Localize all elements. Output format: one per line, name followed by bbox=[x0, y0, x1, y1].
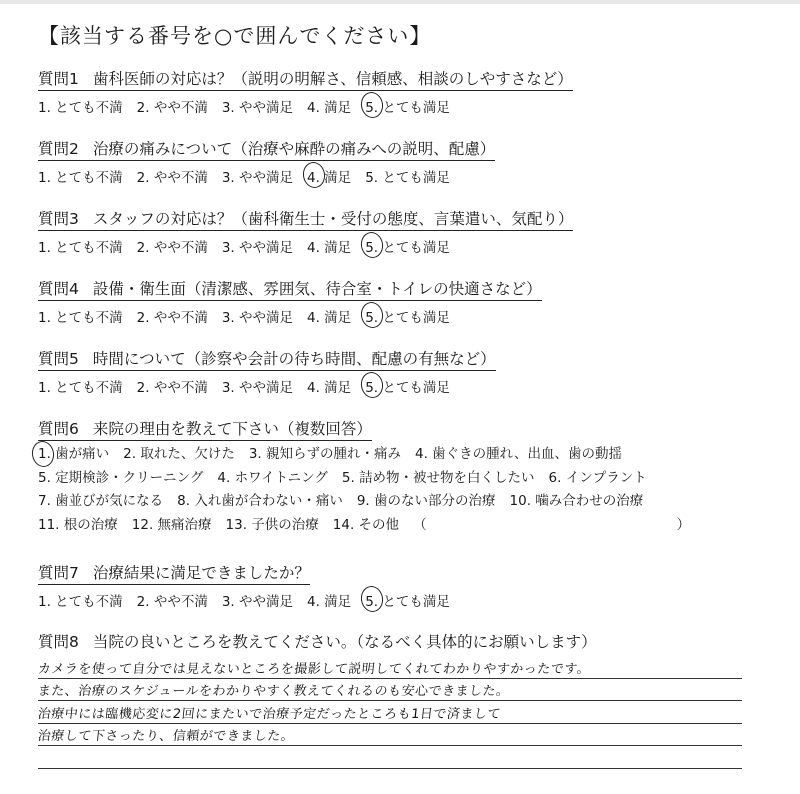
rating-options bbox=[38, 590, 464, 610]
paren-open: （ bbox=[413, 516, 427, 533]
reason-option[interactable]: 4. ホワイトニング bbox=[217, 469, 328, 486]
handwritten-answer: 治療して下さったり、信頼ができました。 bbox=[37, 729, 296, 744]
rating-option-3[interactable]: 3. やや満足 bbox=[221, 594, 294, 610]
answer-line bbox=[38, 701, 742, 724]
reason-row bbox=[38, 490, 690, 514]
question-2 bbox=[38, 137, 495, 186]
answer-line bbox=[38, 656, 742, 679]
rating-option-5[interactable]: 5. とても満足 bbox=[365, 96, 450, 116]
rating-option-3[interactable]: 3. やや満足 bbox=[221, 380, 294, 396]
question-title: 質問2 治療の痛みについて（治療や麻酔の痛みへの説明、配慮） bbox=[38, 137, 495, 161]
rating-option-1[interactable]: 1. とても不満 bbox=[38, 594, 123, 610]
rating-option-4[interactable]: 4. 満足 bbox=[307, 310, 352, 326]
rating-option-5[interactable]: 5. とても満足 bbox=[365, 170, 450, 186]
question-5 bbox=[38, 347, 496, 396]
rating-options bbox=[38, 236, 573, 256]
handwritten-answer: また、治療のスケジュールをわかりやすく教えてくれるのも安心できました。 bbox=[37, 684, 511, 699]
reason-option[interactable]: 13. 子供の治療 bbox=[225, 516, 319, 533]
rating-option-4[interactable]: 4. 満足 bbox=[307, 594, 352, 610]
paren-close: ） bbox=[676, 516, 691, 533]
other-reason-field[interactable] bbox=[413, 514, 690, 538]
question-7 bbox=[38, 561, 464, 610]
reason-row bbox=[38, 467, 690, 491]
rating-option-3[interactable]: 3. やや満足 bbox=[221, 170, 294, 186]
rating-option-2[interactable]: 2. やや不満 bbox=[136, 380, 208, 396]
rating-option-2[interactable]: 2. やや不満 bbox=[136, 240, 208, 256]
reason-option[interactable]: 14. その他 bbox=[332, 516, 400, 533]
question-title: 質問7 治療結果に満足できましたか？ bbox=[38, 561, 310, 585]
rating-option-5[interactable]: 5. とても満足 bbox=[365, 376, 450, 396]
rating-option-4[interactable]: 4. 満足 bbox=[307, 240, 352, 256]
rating-option-2[interactable]: 2. やや不満 bbox=[136, 594, 208, 610]
free-answer-lines bbox=[38, 656, 742, 769]
reason-option[interactable]: 1. 歯が痛い bbox=[38, 443, 109, 467]
reason-option[interactable]: 8. 入れ歯が合わない・痛い bbox=[177, 493, 343, 509]
rating-option-2[interactable]: 2. やや不満 bbox=[136, 310, 208, 326]
rating-option-4[interactable]: 4. 満足 bbox=[307, 100, 352, 116]
rating-option-5[interactable]: 5. とても満足 bbox=[365, 306, 450, 326]
reason-option[interactable]: 7. 歯並びが気になる bbox=[38, 493, 164, 509]
question-title: 質問3 スタッフの対応は？（歯科衛生士・受付の態度、言葉遣い、気配り） bbox=[38, 207, 573, 231]
question-3 bbox=[38, 207, 573, 256]
question-title: 質問5 時間について（診察や会計の待ち時間、配慮の有無など） bbox=[38, 347, 496, 371]
reason-option[interactable]: 11. 根の治療 bbox=[38, 516, 118, 533]
rating-option-3[interactable]: 3. やや満足 bbox=[221, 310, 294, 326]
reason-options bbox=[38, 443, 690, 537]
reason-option[interactable]: 10. 噛み合わせの治療 bbox=[509, 493, 644, 509]
question-1 bbox=[38, 67, 573, 116]
question-title: 質問8 当院の良いところを教えてください。（なるべく具体的にお願いします） bbox=[38, 633, 597, 651]
reason-option[interactable]: 6. インプラント bbox=[548, 469, 647, 486]
question-8 bbox=[38, 630, 597, 653]
rating-option-5[interactable]: 5. とても満足 bbox=[365, 236, 450, 256]
rating-option-1[interactable]: 1. とても不満 bbox=[38, 100, 123, 116]
rating-options bbox=[38, 306, 542, 326]
reason-option[interactable]: 5. 定期検診・クリーニング bbox=[38, 469, 204, 486]
rating-option-3[interactable]: 3. やや満足 bbox=[221, 100, 294, 116]
instruction-header: 【該当する番号を○で囲んでください】 bbox=[38, 24, 432, 48]
question-4 bbox=[38, 277, 542, 326]
reason-option[interactable]: 12. 無痛治療 bbox=[131, 516, 212, 533]
handwritten-answer: 治療中には臨機応変に2回にまたいで治療予定だったところも1日で済まして bbox=[37, 706, 502, 722]
rating-options bbox=[38, 166, 495, 186]
question-title: 質問1 歯科医師の対応は？（説明の明解さ、信頼感、相談のしやすさなど） bbox=[38, 67, 573, 91]
question-title: 質問6 来院の理由を教えて下さい（複数回答） bbox=[38, 417, 372, 441]
rating-options bbox=[38, 96, 573, 116]
rating-option-4[interactable]: 4. 満足 bbox=[307, 166, 351, 186]
reason-row bbox=[38, 443, 690, 467]
reason-option[interactable]: 4. 歯ぐきの腫れ、出血、歯の動揺 bbox=[415, 446, 622, 462]
reason-option[interactable]: 5. 詰め物・被せ物を白くしたい bbox=[341, 469, 535, 486]
reason-option[interactable]: 2. 取れた、欠けた bbox=[123, 446, 235, 462]
answer-line bbox=[38, 679, 742, 702]
reason-row bbox=[38, 514, 690, 538]
reason-option[interactable]: 3. 親知らずの腫れ・痛み bbox=[248, 446, 402, 462]
rating-option-2[interactable]: 2. やや不満 bbox=[136, 100, 208, 116]
answer-line bbox=[38, 746, 742, 769]
question-6 bbox=[38, 417, 690, 537]
handwritten-answer: カメラを使って自分では見えないところを撮影して説明してくれてわかりやすかったです。 bbox=[37, 661, 592, 677]
rating-option-4[interactable]: 4. 満足 bbox=[307, 380, 352, 396]
rating-option-1[interactable]: 1. とても不満 bbox=[38, 310, 123, 326]
scan-edge bbox=[0, 0, 800, 4]
rating-options bbox=[38, 376, 496, 396]
answer-line bbox=[38, 724, 742, 747]
question-title: 質問4 設備・衛生面（清潔感、雰囲気、待合室・トイレの快適さなど） bbox=[38, 277, 542, 301]
rating-option-3[interactable]: 3. やや満足 bbox=[221, 240, 294, 256]
rating-option-2[interactable]: 2. やや不満 bbox=[136, 170, 208, 186]
rating-option-1[interactable]: 1. とても不満 bbox=[38, 240, 123, 256]
reason-option[interactable]: 9. 歯のない部分の治療 bbox=[356, 493, 496, 509]
rating-option-1[interactable]: 1. とても不満 bbox=[38, 170, 123, 186]
rating-option-5[interactable]: 5. とても満足 bbox=[365, 590, 450, 610]
rating-option-1[interactable]: 1. とても不満 bbox=[38, 380, 123, 396]
